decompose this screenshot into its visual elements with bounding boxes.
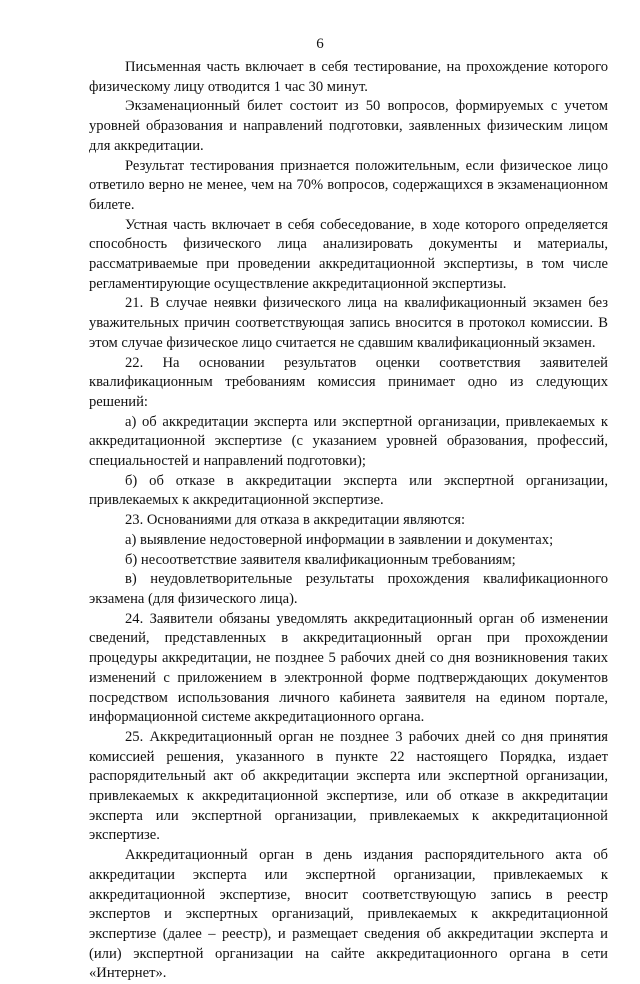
paragraph-item-24: 24. Заявители обязаны уведомлять аккредитационный орган об изменении сведений, представленных в аккредитационный орган при прохождении процедуры аккредитации, не позднее 5 рабочих дней со дня возникновения таких изменений с приложением в электронной форме подтверждающих документов посредством использования личного кабинета заявителя на едином портале, информационной системе аккредитационного органа. [89, 610, 608, 726]
paragraph-oral-part: Устная часть включает в себя собеседование, в ходе которого определяется способность физического лица анализировать документы и материалы, рассматриваемые при проведении аккредитационной экспертизы, в том числе регламентирующие осуществление аккредитационной экспертизы. [89, 216, 608, 292]
paragraph-test-result: Результат тестирования признается положительным, если физическое лицо ответило верно не менее, чем на 70% вопросов, содержащихся в экзаменационном билете. [89, 157, 608, 213]
paragraph-item-25: 25. Аккредитационный орган не позднее 3 рабочих дней со дня принятия комиссией решения, указанного в пункте 22 настоящего Порядка, издает распорядительный акт об аккредитации эксперта или экспертной организации, привлекаемых к аккредитационной экспертизе, или об отказе в аккредитации эксперта или экспертной организации, привлекаемых к аккредитационной экспертизе. [89, 728, 608, 844]
page-number: 6 [316, 36, 324, 52]
paragraph-written-part: Письменная часть включает в себя тестирование, на прохождение которого физическому лицу отводится 1 час 30 минут. [89, 59, 608, 95]
paragraph-registry: Аккредитационный орган в день издания распорядительного акта об аккредитации эксперта или экспертной организации, привлекаемых к аккредитационной экспертизе, вносит соответствующую запись в реестр экспертов и экспертных организаций, привлекаемых к аккредитационной экспертизе (далее – реестр), и размещает сведения об аккредитации эксперта и (или) экспертной организации на сайте аккредитационного органа в сети «Интернет». [89, 847, 608, 982]
paragraph-item-23-v: в) неудовлетворительные результаты прохождения квалификационного экзамена (для физического лица). [89, 571, 608, 607]
paragraph-item-22: 22. На основании результатов оценки соответствия заявителей квалификационным требованиям комиссия принимает одно из следующих решений: [89, 354, 608, 410]
paragraph-item-22-b: б) об отказе в аккредитации эксперта или экспертной организации, привлекаемых к аккредитационной экспертизе. [89, 472, 608, 509]
paragraph-exam-ticket: Экзаменационный билет состоит из 50 вопросов, формируемых с учетом уровней образования и направлений подготовки, заявленных физическим лицом для аккредитации. [89, 98, 608, 154]
paragraph-item-22-a: а) об аккредитации эксперта или экспертной организации, привлекаемых к аккредитационной экспертизе (с указанием уровней образования, профессий, специальностей и направлений подготовки); [89, 413, 608, 470]
paragraph-item-23-b: б) несоответствие заявителя квалификационным требованиям; [125, 551, 516, 568]
paragraph-item-21: 21. В случае неявки физического лица на квалификационный экзамен без уважительных причин соответствующая запись вносится в протокол комиссии. В этом случае физическое лицо считается не сдавшим квалификационный экзамен. [89, 295, 608, 351]
document-body [89, 58, 608, 984]
paragraph-item-23-a: а) выявление недостоверной информации в заявлении и документах; [125, 531, 554, 548]
paragraph-item-23: 23. Основаниями для отказа в аккредитации являются: [125, 512, 466, 529]
